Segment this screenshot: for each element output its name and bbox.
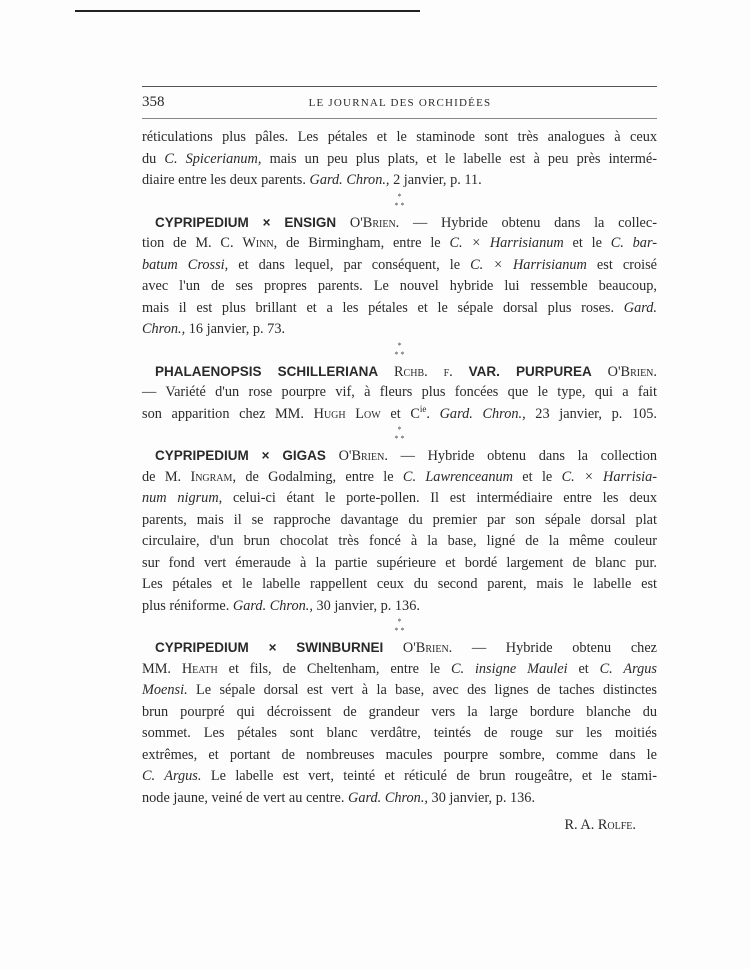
text-run: — Variété d'un rose pourpre vif, à fleurs plus foncées que le type, qui a fait bbox=[142, 384, 657, 400]
asterism-star-row: * * bbox=[394, 626, 405, 635]
italic-text: Gard. bbox=[623, 299, 657, 316]
text-line bbox=[142, 488, 657, 510]
text-run: et le bbox=[563, 235, 611, 251]
text-line bbox=[142, 702, 657, 724]
text-line bbox=[142, 788, 657, 810]
italic-text: C. Spicerianum, bbox=[164, 150, 262, 167]
author-signature: R. A. Rolfe. bbox=[564, 817, 636, 833]
italic-text: C. Argus. bbox=[142, 768, 202, 784]
text-run: et C bbox=[380, 405, 420, 422]
text-run: , de Birmingham, entre le bbox=[273, 235, 450, 251]
asterism-star-row: * * bbox=[394, 349, 405, 359]
bold-heading: VAR. PURPUREA bbox=[468, 363, 592, 379]
text-run: et le bbox=[512, 468, 562, 485]
header-rule-top bbox=[142, 86, 657, 87]
italic-text: Gard. Chron., bbox=[309, 172, 390, 188]
text-run: plus réniforme. bbox=[142, 597, 233, 614]
italic-text: batum Crossi, bbox=[142, 256, 229, 273]
text-line bbox=[142, 659, 657, 681]
text-run bbox=[326, 448, 339, 464]
text-run: 16 janvier, p. 73. bbox=[185, 321, 286, 337]
text-line bbox=[142, 298, 657, 320]
text-line bbox=[142, 510, 657, 532]
entry-cypripedium-ensign bbox=[142, 212, 657, 341]
text-run: celui-ci étant le porte-pollen. Il est intermédiaire entre les deux bbox=[222, 490, 657, 506]
text-run: et fils, de Cheltenham, entre le bbox=[217, 660, 451, 677]
text-run: son apparition chez MM. bbox=[142, 405, 314, 422]
bold-heading: CYPRIPEDIUM × SWINBURNEI bbox=[155, 640, 384, 655]
text-line bbox=[142, 212, 657, 234]
text-line bbox=[142, 467, 657, 489]
text-run: du bbox=[142, 150, 165, 167]
text-run: brun pourpré qui décroissent de grandeur vers la large bordure blanche du bbox=[142, 703, 657, 720]
text-run: et dans lequel, par conséquent, le bbox=[228, 256, 471, 273]
text-run: diaire entre les deux parents. bbox=[142, 172, 310, 188]
text-run: avec l'un de ses propres parents. Le nouvel hybride lui ressemble beaucoup, bbox=[142, 278, 657, 294]
text-run: — Hybride obtenu dans la collection bbox=[387, 448, 657, 464]
text-line bbox=[142, 319, 657, 341]
text-line bbox=[142, 170, 657, 192]
text-run: mais un peu plus plats, et le labelle est à peu près intermé- bbox=[261, 150, 658, 167]
text-line bbox=[142, 255, 657, 277]
scan-artifact-line bbox=[75, 10, 420, 12]
bold-heading: CYPRIPEDIUM × GIGAS bbox=[155, 448, 326, 463]
asterism-star-row: * * bbox=[394, 200, 405, 210]
text-line bbox=[142, 723, 657, 745]
italic-text: C. insigne Maulei bbox=[450, 660, 568, 677]
italic-text: C. bar- bbox=[610, 235, 657, 251]
paragraph-intro bbox=[142, 127, 657, 192]
text-run: 30 janvier, p. 136. bbox=[427, 789, 536, 806]
text-run: , de Godalming, entre le bbox=[232, 468, 403, 485]
page-body bbox=[142, 127, 657, 837]
small-caps-text: Rchb. f. bbox=[394, 363, 453, 380]
asterism-star-row: * bbox=[397, 617, 402, 626]
text-run: . bbox=[426, 405, 440, 422]
text-run: tion de M. C. bbox=[142, 235, 243, 251]
text-run: MM. bbox=[142, 660, 182, 677]
text-line bbox=[142, 233, 657, 255]
text-line bbox=[142, 637, 657, 659]
running-title: LE JOURNAL DES ORCHIDÉES bbox=[308, 97, 492, 109]
small-caps-text: O'Brien. bbox=[338, 448, 388, 464]
superscript: ie bbox=[419, 403, 427, 414]
entry-phalaenopsis-schilleriana bbox=[142, 361, 657, 426]
italic-text: num nigrum, bbox=[142, 490, 223, 506]
italic-text: Gard. Chron., bbox=[348, 789, 428, 806]
italic-text: Moensi. bbox=[142, 682, 188, 698]
text-run: — Hybride obtenu chez bbox=[452, 640, 658, 656]
text-line bbox=[142, 127, 657, 149]
italic-text: C. × Harrisia- bbox=[561, 468, 658, 485]
text-run: — Hybride obtenu dans la collec- bbox=[399, 214, 658, 231]
asterism bbox=[380, 192, 420, 212]
text-run: 30 janvier, p. 136. bbox=[312, 597, 420, 614]
text-line bbox=[142, 276, 657, 298]
italic-text: C. × Harrisianum bbox=[449, 235, 564, 251]
text-line bbox=[142, 361, 657, 383]
text-run: réticulations plus pâles. Les pétales et le staminode sont très analogues à ceux bbox=[142, 129, 657, 145]
small-caps-text: O'Brien. bbox=[349, 214, 400, 231]
text-line bbox=[142, 574, 657, 596]
text-run: parents, mais il se rapproche davantage du premier par son sépale dorsal plat bbox=[142, 511, 657, 528]
text-line bbox=[142, 531, 657, 553]
text-line bbox=[142, 149, 657, 171]
bold-heading: CYPRIPEDIUM × ENSIGN bbox=[155, 214, 337, 230]
text-run: sommet. Les pétales sont blanc verdâtre, teintés de rouge sur les moitiés bbox=[142, 725, 657, 741]
small-caps-text: Winn bbox=[242, 235, 274, 251]
text-run: Le labelle est vert, teinté et réticulé de brun rougeâtre, et le stami- bbox=[201, 768, 657, 784]
asterism-star-row: * bbox=[397, 191, 402, 201]
text-run bbox=[592, 364, 608, 380]
text-run: est croisé bbox=[586, 256, 658, 273]
text-run: de M. bbox=[142, 468, 191, 485]
text-line bbox=[142, 445, 657, 467]
text-run: mais il est plus brillant et a les pétales et le sépale dorsal plus roses. bbox=[142, 299, 624, 316]
italic-text: Chron., bbox=[142, 321, 186, 337]
small-caps-text: Ingram bbox=[190, 468, 233, 485]
asterism bbox=[380, 425, 420, 445]
text-run: et bbox=[567, 660, 600, 677]
italic-text: Gard. Chron., bbox=[439, 405, 526, 422]
header-rule-bottom bbox=[142, 118, 657, 119]
text-line bbox=[142, 382, 657, 404]
page-number: 358 bbox=[142, 94, 165, 110]
text-run: sur fond vert émeraude à la partie supérieure et bordé largement de blanc pur. bbox=[142, 554, 657, 571]
italic-text: C. × Harrisianum bbox=[470, 256, 587, 273]
small-caps-text: Hugh Low bbox=[313, 405, 381, 422]
text-run: Les pétales et le labelle rappellent ceux du second parent, mais le labelle est bbox=[142, 576, 657, 592]
text-run bbox=[383, 640, 403, 656]
asterism-star-row: * bbox=[397, 425, 402, 434]
small-caps-text: O'Brien. bbox=[402, 640, 453, 656]
bold-heading: PHALAENOPSIS SCHILLERIANA bbox=[155, 363, 379, 379]
text-line bbox=[142, 553, 657, 575]
asterism bbox=[380, 617, 420, 637]
text-run bbox=[378, 364, 394, 380]
text-run: node jaune, veiné de vert au centre. bbox=[142, 789, 349, 806]
small-caps-text: O'Brien. bbox=[607, 363, 657, 380]
asterism-star-row: * bbox=[397, 340, 402, 350]
entry-cypripedium-gigas bbox=[142, 445, 657, 617]
text-line bbox=[142, 766, 657, 788]
text-line bbox=[142, 680, 657, 702]
text-run: 2 janvier, p. 11. bbox=[389, 172, 482, 188]
text-run bbox=[336, 215, 350, 231]
text-run: circulaire, d'un brun chocolat très foncé à la base, ligné de la même couleur bbox=[142, 533, 657, 549]
text-run: Le sépale dorsal est vert à la base, avec des lignes de taches distinctes bbox=[187, 682, 657, 698]
italic-text: Gard. Chron., bbox=[232, 597, 313, 614]
italic-text: C. Lawrenceanum bbox=[402, 468, 513, 485]
asterism-star-row: * * bbox=[394, 434, 405, 443]
asterism bbox=[380, 341, 420, 361]
text-line bbox=[142, 745, 657, 767]
small-caps-text: Heath bbox=[181, 660, 218, 677]
text-run: 23 janvier, p. 105. bbox=[525, 405, 657, 422]
text-run: extrêmes, et portant de nombreuses macules pourpre sombre, comme dans le bbox=[142, 746, 657, 763]
text-line bbox=[142, 596, 657, 618]
text-line bbox=[142, 404, 657, 426]
text-run bbox=[453, 364, 469, 380]
entry-cypripedium-swinburnei bbox=[142, 637, 657, 809]
italic-text: C. Argus bbox=[599, 660, 657, 677]
